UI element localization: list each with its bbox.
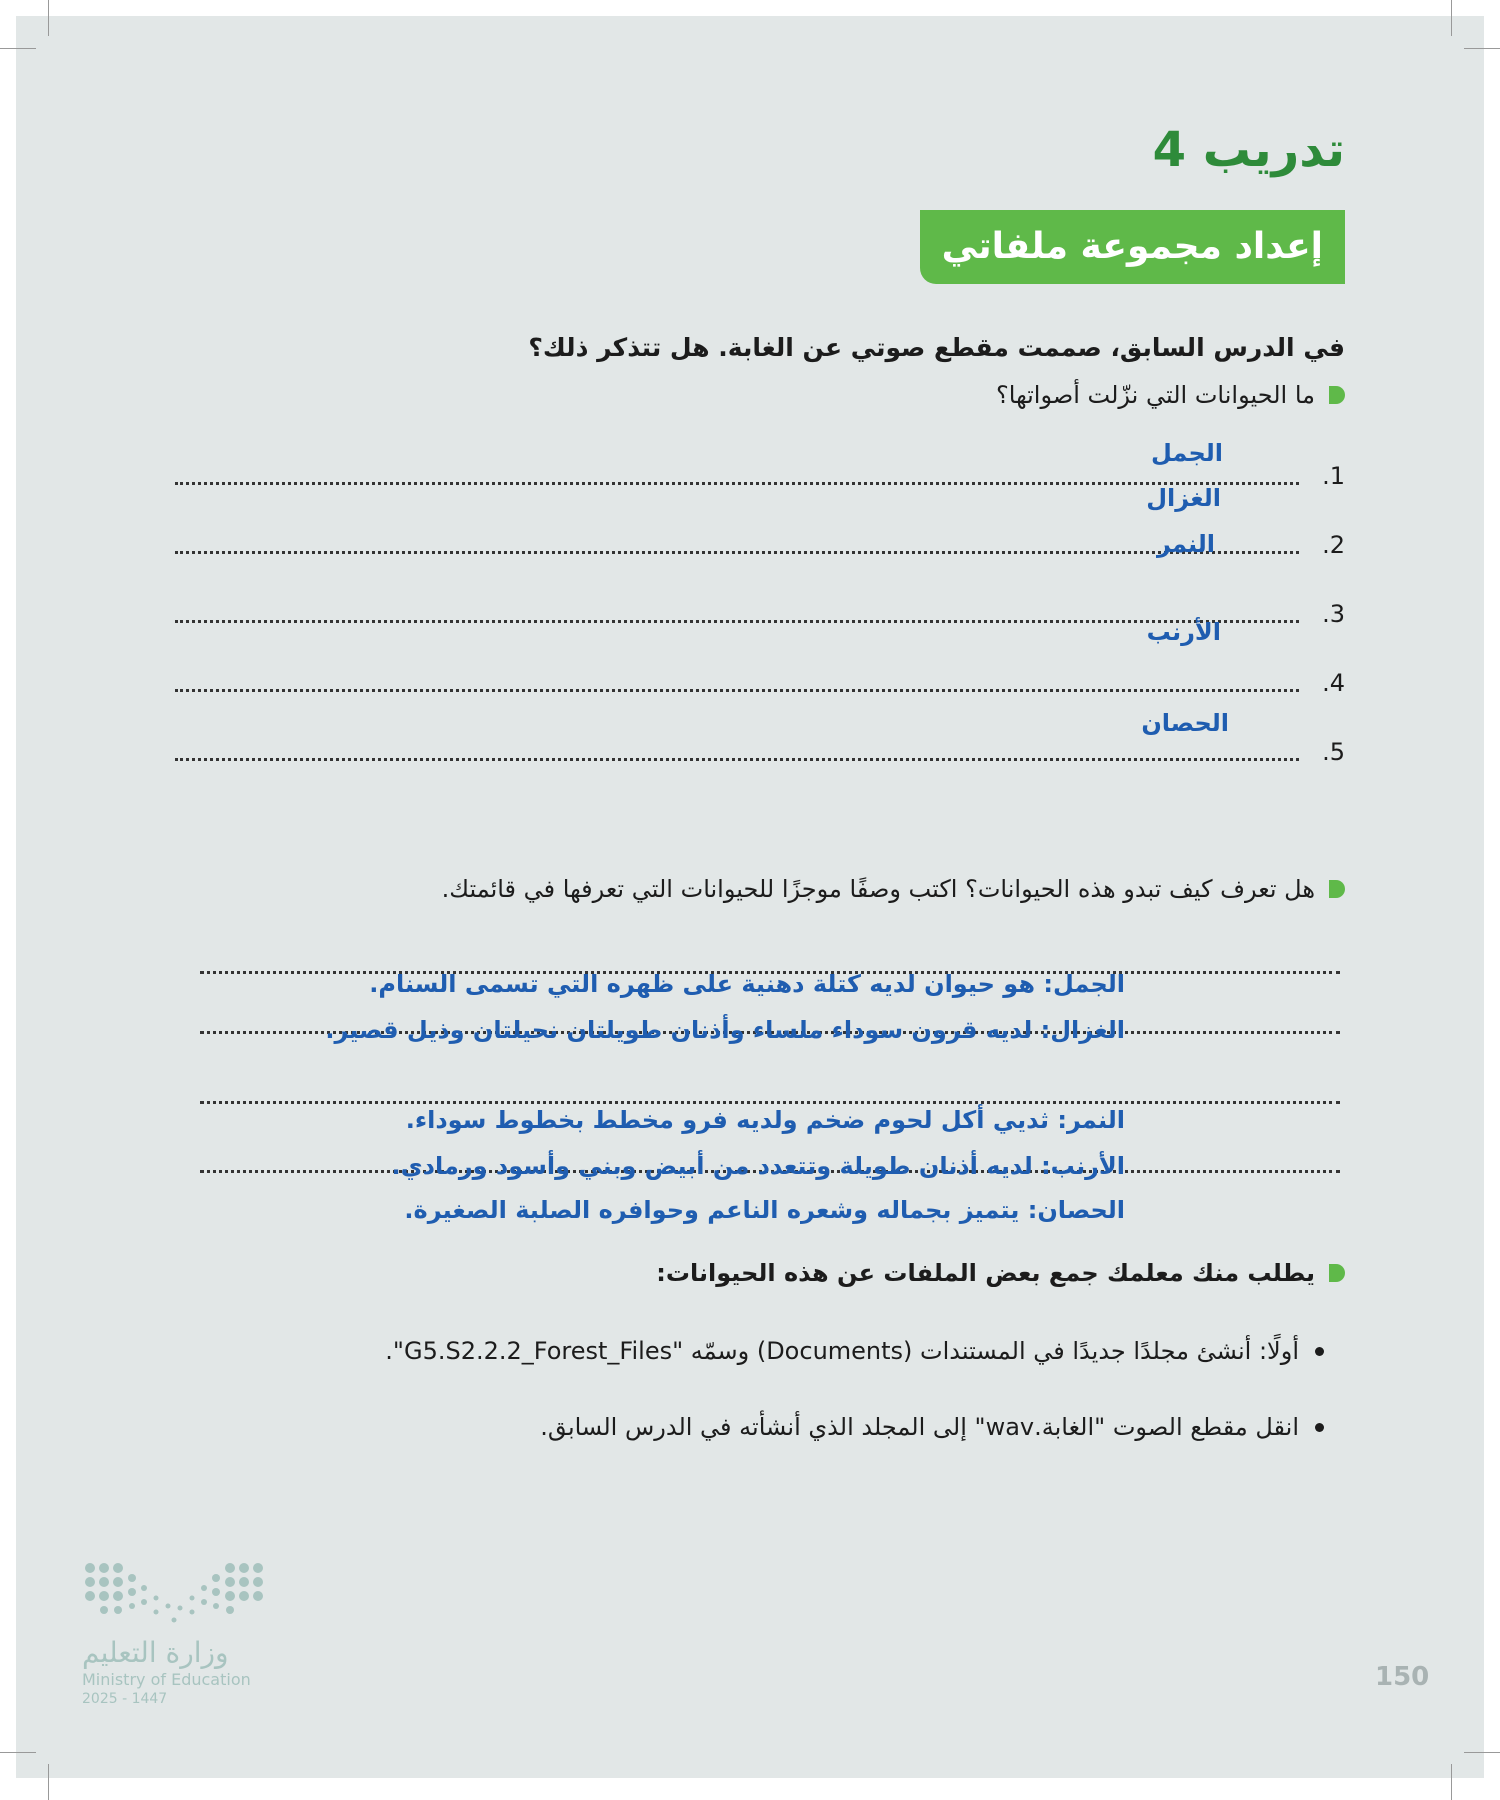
academic-year: 2025 - 1447 xyxy=(82,1691,168,1707)
task-text: انقل مقطع الصوت "الغابة.wav" إلى المجلد الذي أنشأته في الدرس السابق. xyxy=(540,1413,1299,1441)
answer-text-3: النمر xyxy=(1156,530,1215,558)
ministry-name-arabic: وزارة التعليم xyxy=(82,1636,229,1669)
question-text: يطلب منك معلمك جمع بعض الملفات عن هذه الحيوانات: xyxy=(656,1259,1315,1287)
description-camel: الجمل: هو حيوان لديه كتلة دهنية على ظهره التي تسمى السنام. xyxy=(369,970,1125,998)
ministry-emblem-icon xyxy=(82,1560,266,1626)
question-animals xyxy=(996,375,1345,415)
line-number: 5. xyxy=(1322,738,1345,766)
page-number: 150 xyxy=(1375,1662,1430,1692)
answer-text-5: الحصان xyxy=(1141,709,1229,737)
ministry-logo xyxy=(82,1560,282,1708)
bullet-dot-icon xyxy=(1315,1347,1324,1356)
question-files xyxy=(656,1253,1345,1293)
line-number: 2. xyxy=(1322,531,1345,559)
task-move-audio xyxy=(540,1407,1324,1447)
task-create-folder xyxy=(385,1331,1324,1371)
line-number: 3. xyxy=(1322,600,1345,628)
description-tiger: النمر: ثديي أكل لحوم ضخم ولديه فرو مخطط بخطوط سوداء. xyxy=(405,1106,1125,1134)
intro-question: في الدرس السابق، صممت مقطع صوتي عن الغابة. هل تتذكر ذلك؟ xyxy=(528,333,1345,362)
answer-line-5[interactable] xyxy=(175,735,1345,769)
green-bullet-icon xyxy=(1329,1264,1345,1282)
description-horse: الحصان: يتميز بجماله وشعره الناعم وحوافره الصلبة الصغيرة. xyxy=(404,1196,1125,1224)
question-text: ما الحيوانات التي نزّلت أصواتها؟ xyxy=(996,381,1315,409)
section-banner: إعداد مجموعة ملفاتي xyxy=(920,210,1345,284)
exercise-heading: تدريب 4 xyxy=(1152,122,1345,178)
bullet-dot-icon xyxy=(1315,1423,1324,1432)
dotted-line xyxy=(175,689,1299,692)
question-description xyxy=(442,869,1345,909)
green-bullet-icon xyxy=(1329,386,1345,404)
dotted-line xyxy=(175,620,1299,623)
green-bullet-icon xyxy=(1329,880,1345,898)
line-number: 1. xyxy=(1322,462,1345,490)
dotted-line xyxy=(175,551,1299,554)
answer-text-4: الأرنب xyxy=(1146,618,1221,646)
description-gazelle: الغزال: لديه قرون سوداء ملساء وأذنان طويلتان نحيلتان وذيل قصير. xyxy=(325,1016,1125,1044)
answer-line-4[interactable] xyxy=(175,666,1345,700)
dotted-line xyxy=(175,758,1299,761)
answer-text-2: الغزال xyxy=(1146,484,1221,512)
ministry-name-english: Ministry of Education xyxy=(82,1670,251,1689)
question-text: هل تعرف كيف تبدو هذه الحيوانات؟ اكتب وصفًا موجزًا للحيوانات التي تعرفها في قائمتك. xyxy=(441,875,1315,903)
description-rabbit: الأرنب: لديه أذنان طويلة وتتعدد من أبيض وبني وأسود ورمادي. xyxy=(391,1152,1125,1180)
dotted-line xyxy=(175,482,1299,485)
answer-text-1: الجمل xyxy=(1150,439,1223,467)
line-number: 4. xyxy=(1322,669,1345,697)
task-text: أولًا: أنشئ مجلدًا جديدًا في المستندات (Documents) وسمّه "G5.S2.2.2_Forest_Files". xyxy=(385,1337,1299,1365)
